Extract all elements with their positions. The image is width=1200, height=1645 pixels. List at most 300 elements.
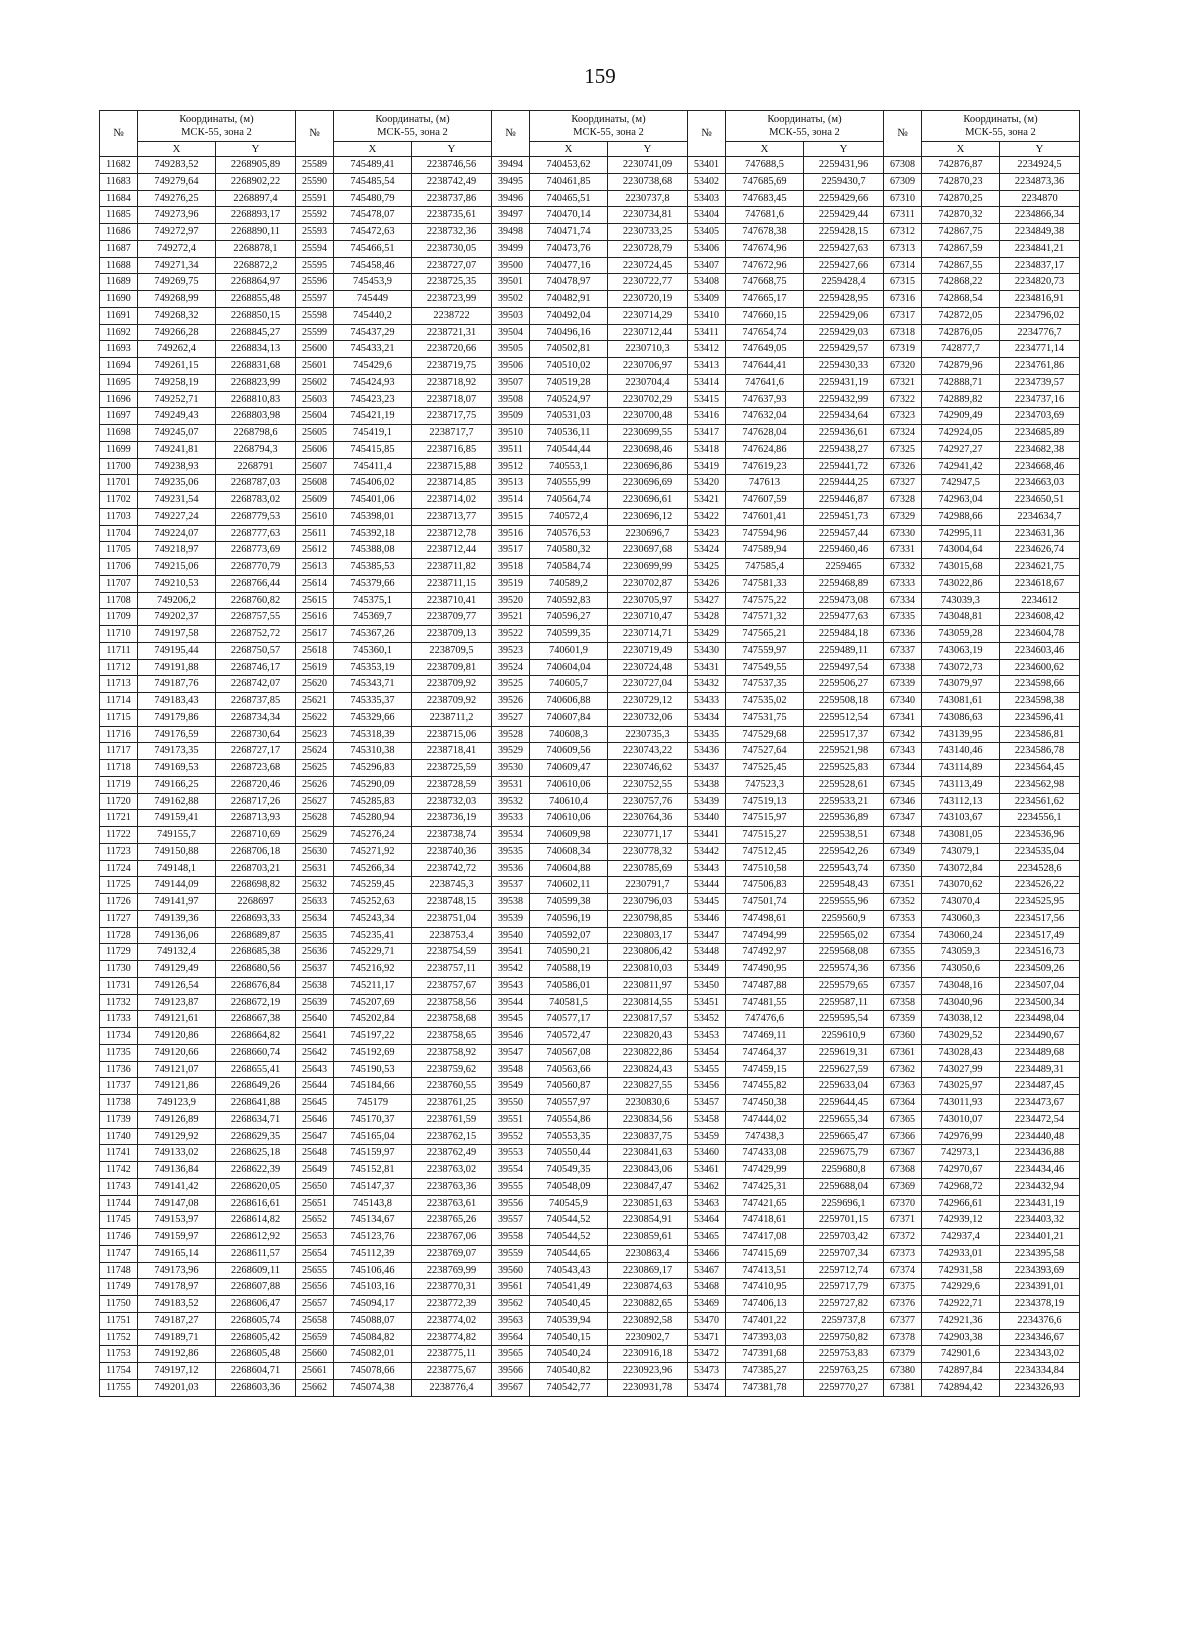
y-value: 2230714,71 xyxy=(608,626,688,643)
y-value: 2268727,17 xyxy=(216,743,296,760)
x-value: 742879,96 xyxy=(922,358,1000,375)
x-value: 745392,18 xyxy=(334,525,412,542)
y-value: 2268609,11 xyxy=(216,1262,296,1279)
point-number: 25607 xyxy=(296,458,334,475)
x-value: 749159,97 xyxy=(138,1229,216,1246)
point-number: 25603 xyxy=(296,391,334,408)
x-value: 745433,21 xyxy=(334,341,412,358)
x-value: 740607,84 xyxy=(530,709,608,726)
point-number: 39531 xyxy=(492,776,530,793)
point-number: 25606 xyxy=(296,441,334,458)
coordinates-header xyxy=(334,111,492,142)
point-number: 11721 xyxy=(100,810,138,827)
x-value: 747601,41 xyxy=(726,508,804,525)
point-number: 67351 xyxy=(884,877,922,894)
y-value: 2238758,56 xyxy=(412,994,492,1011)
x-value: 745449 xyxy=(334,291,412,308)
coordinates-title: Координаты, (м) xyxy=(571,114,646,125)
y-value: 2238713,77 xyxy=(412,508,492,525)
point-number: 39551 xyxy=(492,1111,530,1128)
y-value: 2234500,34 xyxy=(1000,994,1080,1011)
point-number: 11710 xyxy=(100,626,138,643)
x-value: 740554,86 xyxy=(530,1111,608,1128)
y-value: 2230841,63 xyxy=(608,1145,688,1162)
x-value: 740563,66 xyxy=(530,1061,608,1078)
x-value: 749266,28 xyxy=(138,324,216,341)
point-number: 25618 xyxy=(296,642,334,659)
coordinates-title: Координаты, (м) xyxy=(375,114,450,125)
point-number: 67311 xyxy=(884,207,922,224)
x-value: 742897,84 xyxy=(922,1363,1000,1380)
y-value: 2268685,38 xyxy=(216,944,296,961)
point-number: 39515 xyxy=(492,508,530,525)
x-value: 749147,08 xyxy=(138,1195,216,1212)
point-number: 67362 xyxy=(884,1061,922,1078)
point-number: 25661 xyxy=(296,1363,334,1380)
y-value: 2259428,4 xyxy=(804,274,884,291)
x-value: 740555,99 xyxy=(530,475,608,492)
point-number: 67369 xyxy=(884,1178,922,1195)
point-number: 53426 xyxy=(688,575,726,592)
y-value: 2268730,64 xyxy=(216,726,296,743)
y-value: 2230806,42 xyxy=(608,944,688,961)
y-value: 2238709,77 xyxy=(412,609,492,626)
y-value: 2230817,57 xyxy=(608,1011,688,1028)
y-value: 2234873,36 xyxy=(1000,173,1080,190)
point-number: 25646 xyxy=(296,1111,334,1128)
point-number: 39559 xyxy=(492,1245,530,1262)
point-number: 25627 xyxy=(296,793,334,810)
y-value: 2230741,09 xyxy=(608,157,688,174)
table-row xyxy=(100,1078,1080,1095)
point-number: 25600 xyxy=(296,341,334,358)
y-value: 2259655,34 xyxy=(804,1111,884,1128)
y-value: 2259525,83 xyxy=(804,760,884,777)
point-number: 25642 xyxy=(296,1044,334,1061)
x-value: 745159,97 xyxy=(334,1145,412,1162)
table-row xyxy=(100,190,1080,207)
x-value: 742872,05 xyxy=(922,307,1000,324)
x-value: 740482,91 xyxy=(530,291,608,308)
y-value: 2238759,62 xyxy=(412,1061,492,1078)
y-value: 2234525,95 xyxy=(1000,894,1080,911)
point-number: 11702 xyxy=(100,492,138,509)
y-value: 2259506,27 xyxy=(804,676,884,693)
y-value: 2234517,56 xyxy=(1000,910,1080,927)
point-number: 25596 xyxy=(296,274,334,291)
point-number: 25589 xyxy=(296,157,334,174)
point-number: 11745 xyxy=(100,1212,138,1229)
point-number: 53408 xyxy=(688,274,726,291)
table-row xyxy=(100,425,1080,442)
y-value: 2230851,63 xyxy=(608,1195,688,1212)
point-number: 53418 xyxy=(688,441,726,458)
point-number: 25595 xyxy=(296,257,334,274)
y-value: 2259436,61 xyxy=(804,425,884,442)
x-value: 749123,87 xyxy=(138,994,216,1011)
y-value: 2230696,12 xyxy=(608,508,688,525)
point-number: 25653 xyxy=(296,1229,334,1246)
point-number: 53415 xyxy=(688,391,726,408)
point-number: 25619 xyxy=(296,659,334,676)
x-value: 745485,54 xyxy=(334,173,412,190)
x-value: 745184,66 xyxy=(334,1078,412,1095)
point-number: 11712 xyxy=(100,659,138,676)
point-number: 11742 xyxy=(100,1162,138,1179)
point-number: 25617 xyxy=(296,626,334,643)
point-number: 53424 xyxy=(688,542,726,559)
point-number: 67323 xyxy=(884,408,922,425)
y-value: 2238720,66 xyxy=(412,341,492,358)
y-value: 2238709,13 xyxy=(412,626,492,643)
point-number: 67333 xyxy=(884,575,922,592)
table-row xyxy=(100,1279,1080,1296)
y-value: 2230822,86 xyxy=(608,1044,688,1061)
y-value: 2238761,25 xyxy=(412,1095,492,1112)
x-value: 745398,01 xyxy=(334,508,412,525)
point-number: 67374 xyxy=(884,1262,922,1279)
y-value: 2259717,79 xyxy=(804,1279,884,1296)
point-number: 39560 xyxy=(492,1262,530,1279)
x-value: 749235,06 xyxy=(138,475,216,492)
table-row xyxy=(100,542,1080,559)
y-value: 2268703,21 xyxy=(216,860,296,877)
x-value: 747594,96 xyxy=(726,525,804,542)
x-value: 743112,13 xyxy=(922,793,1000,810)
y-value: 2238711,82 xyxy=(412,559,492,576)
point-number: 53410 xyxy=(688,307,726,324)
point-number: 25620 xyxy=(296,676,334,693)
point-number: 25662 xyxy=(296,1379,334,1396)
y-value: 2234737,16 xyxy=(1000,391,1080,408)
x-value: 747571,32 xyxy=(726,609,804,626)
point-number: 25638 xyxy=(296,977,334,994)
y-value: 2234432,94 xyxy=(1000,1178,1080,1195)
y-value: 2268893,17 xyxy=(216,207,296,224)
point-number: 67354 xyxy=(884,927,922,944)
table-row xyxy=(100,525,1080,542)
y-value: 2259727,82 xyxy=(804,1296,884,1313)
y-value: 2230696,86 xyxy=(608,458,688,475)
y-value: 2230771,17 xyxy=(608,827,688,844)
x-value: 745419,1 xyxy=(334,425,412,442)
y-value: 2259565,02 xyxy=(804,927,884,944)
point-number: 53429 xyxy=(688,626,726,643)
y-value: 2230732,06 xyxy=(608,709,688,726)
point-number: 67373 xyxy=(884,1245,922,1262)
point-number: 11716 xyxy=(100,726,138,743)
y-value: 2238721,31 xyxy=(412,324,492,341)
y-value: 2234631,36 xyxy=(1000,525,1080,542)
x-value: 743050,6 xyxy=(922,961,1000,978)
y-value: 2268823,99 xyxy=(216,374,296,391)
table-row xyxy=(100,173,1080,190)
table-row xyxy=(100,1312,1080,1329)
point-number: 11700 xyxy=(100,458,138,475)
x-value: 749279,64 xyxy=(138,173,216,190)
x-value: 740473,76 xyxy=(530,240,608,257)
x-value: 740496,16 xyxy=(530,324,608,341)
point-number: 53440 xyxy=(688,810,726,827)
y-value: 2234771,14 xyxy=(1000,341,1080,358)
x-value: 749202,37 xyxy=(138,609,216,626)
x-value: 747498,61 xyxy=(726,910,804,927)
y-value: 2259431,19 xyxy=(804,374,884,391)
y-value: 2234376,6 xyxy=(1000,1312,1080,1329)
x-value: 745134,67 xyxy=(334,1212,412,1229)
x-value: 740572,4 xyxy=(530,508,608,525)
point-number: 67377 xyxy=(884,1312,922,1329)
y-value: 2234739,57 xyxy=(1000,374,1080,391)
y-value: 2268878,1 xyxy=(216,240,296,257)
coordinate-system: МСК-55, зона 2 xyxy=(965,127,1036,138)
y-value: 2230719,49 xyxy=(608,642,688,659)
point-number: 39516 xyxy=(492,525,530,542)
y-value: 2259675,79 xyxy=(804,1145,884,1162)
point-number: 25649 xyxy=(296,1162,334,1179)
table-row xyxy=(100,726,1080,743)
point-number: 39514 xyxy=(492,492,530,509)
y-value: 2234536,96 xyxy=(1000,827,1080,844)
point-number: 53449 xyxy=(688,961,726,978)
y-value: 2238719,75 xyxy=(412,358,492,375)
y-value: 2234682,38 xyxy=(1000,441,1080,458)
point-number: 53431 xyxy=(688,659,726,676)
point-number: 53464 xyxy=(688,1212,726,1229)
x-value: 743025,97 xyxy=(922,1078,1000,1095)
point-number: 67353 xyxy=(884,910,922,927)
number-header: № xyxy=(688,111,726,157)
point-number: 25640 xyxy=(296,1011,334,1028)
point-number: 53455 xyxy=(688,1061,726,1078)
y-value: 2259477,63 xyxy=(804,609,884,626)
coordinates-table xyxy=(99,110,1080,1397)
point-number: 25616 xyxy=(296,609,334,626)
point-number: 11735 xyxy=(100,1044,138,1061)
y-value: 2238715,06 xyxy=(412,726,492,743)
point-number: 53409 xyxy=(688,291,726,308)
y-value: 2234596,41 xyxy=(1000,709,1080,726)
x-value: 747421,65 xyxy=(726,1195,804,1212)
point-number: 67356 xyxy=(884,961,922,978)
point-number: 11725 xyxy=(100,877,138,894)
point-number: 67338 xyxy=(884,659,922,676)
point-number: 39543 xyxy=(492,977,530,994)
x-value: 749132,4 xyxy=(138,944,216,961)
y-value: 2230791,7 xyxy=(608,877,688,894)
point-number: 53403 xyxy=(688,190,726,207)
y-value: 2268680,56 xyxy=(216,961,296,978)
table-row xyxy=(100,157,1080,174)
y-value: 2238712,44 xyxy=(412,542,492,559)
x-value: 740599,35 xyxy=(530,626,608,643)
point-number: 39521 xyxy=(492,609,530,626)
point-number: 39532 xyxy=(492,793,530,810)
y-value: 2230810,03 xyxy=(608,961,688,978)
y-value: 2234598,38 xyxy=(1000,693,1080,710)
y-value: 2238717,75 xyxy=(412,408,492,425)
y-value: 2234526,22 xyxy=(1000,877,1080,894)
x-value: 740557,97 xyxy=(530,1095,608,1112)
point-number: 39494 xyxy=(492,157,530,174)
x-value: 740610,06 xyxy=(530,776,608,793)
x-value: 740536,11 xyxy=(530,425,608,442)
y-value: 2230733,25 xyxy=(608,224,688,241)
y-value: 2230724,48 xyxy=(608,659,688,676)
x-value: 749187,27 xyxy=(138,1312,216,1329)
x-value: 747681,6 xyxy=(726,207,804,224)
y-value: 2268676,84 xyxy=(216,977,296,994)
x-value: 749197,58 xyxy=(138,626,216,643)
y-value: 2230738,68 xyxy=(608,173,688,190)
point-number: 67343 xyxy=(884,743,922,760)
point-number: 67379 xyxy=(884,1346,922,1363)
x-value: 749155,7 xyxy=(138,827,216,844)
point-number: 53448 xyxy=(688,944,726,961)
x-value: 745094,17 xyxy=(334,1296,412,1313)
x-value: 749269,75 xyxy=(138,274,216,291)
x-value: 740610,06 xyxy=(530,810,608,827)
y-value: 2268614,82 xyxy=(216,1212,296,1229)
x-value: 740567,08 xyxy=(530,1044,608,1061)
y-value: 2259497,54 xyxy=(804,659,884,676)
x-value: 747644,41 xyxy=(726,358,804,375)
y-value: 2238738,74 xyxy=(412,827,492,844)
x-value: 747549,55 xyxy=(726,659,804,676)
table-row xyxy=(100,1145,1080,1162)
y-value: 2268905,89 xyxy=(216,157,296,174)
x-value: 749129,49 xyxy=(138,961,216,978)
y-value: 2238774,02 xyxy=(412,1312,492,1329)
x-value: 740544,44 xyxy=(530,441,608,458)
x-value: 742970,67 xyxy=(922,1162,1000,1179)
point-number: 11744 xyxy=(100,1195,138,1212)
x-value: 740502,81 xyxy=(530,341,608,358)
x-value: 747469,11 xyxy=(726,1028,804,1045)
x-value: 742903,38 xyxy=(922,1329,1000,1346)
x-value: 740596,19 xyxy=(530,910,608,927)
y-value: 2234685,89 xyxy=(1000,425,1080,442)
y-value: 2268872,2 xyxy=(216,257,296,274)
point-number: 67324 xyxy=(884,425,922,442)
y-value: 2234487,45 xyxy=(1000,1078,1080,1095)
x-value: 745106,46 xyxy=(334,1262,412,1279)
y-value: 2234343,02 xyxy=(1000,1346,1080,1363)
point-number: 67316 xyxy=(884,291,922,308)
table-row xyxy=(100,693,1080,710)
point-number: 53466 xyxy=(688,1245,726,1262)
x-value: 747624,86 xyxy=(726,441,804,458)
y-value: 2268607,88 xyxy=(216,1279,296,1296)
y-value: 2259703,42 xyxy=(804,1229,884,1246)
x-value: 742922,71 xyxy=(922,1296,1000,1313)
y-value: 2230820,43 xyxy=(608,1028,688,1045)
point-number: 67375 xyxy=(884,1279,922,1296)
y-value: 2230874,63 xyxy=(608,1279,688,1296)
point-number: 67376 xyxy=(884,1296,922,1313)
table-row xyxy=(100,1329,1080,1346)
y-value: 2268773,69 xyxy=(216,542,296,559)
y-value: 2230752,55 xyxy=(608,776,688,793)
x-value: 740510,02 xyxy=(530,358,608,375)
x-value: 747501,74 xyxy=(726,894,804,911)
point-number: 67328 xyxy=(884,492,922,509)
point-number: 67364 xyxy=(884,1095,922,1112)
point-number: 53417 xyxy=(688,425,726,442)
table-row xyxy=(100,1061,1080,1078)
x-value: 749261,15 xyxy=(138,358,216,375)
point-number: 53467 xyxy=(688,1262,726,1279)
table-row xyxy=(100,1296,1080,1313)
x-value: 745429,6 xyxy=(334,358,412,375)
x-value: 749241,81 xyxy=(138,441,216,458)
point-number: 11709 xyxy=(100,609,138,626)
x-value: 742868,22 xyxy=(922,274,1000,291)
y-value: 2238742,49 xyxy=(412,173,492,190)
x-value: 742973,1 xyxy=(922,1145,1000,1162)
point-number: 53425 xyxy=(688,559,726,576)
x-value: 740572,47 xyxy=(530,1028,608,1045)
y-value: 2259619,31 xyxy=(804,1044,884,1061)
x-value: 747464,37 xyxy=(726,1044,804,1061)
coordinate-system: МСК-55, зона 2 xyxy=(769,127,840,138)
point-number: 39500 xyxy=(492,257,530,274)
y-value: 2259579,65 xyxy=(804,977,884,994)
point-number: 67327 xyxy=(884,475,922,492)
x-value: 745310,38 xyxy=(334,743,412,760)
point-number: 11696 xyxy=(100,391,138,408)
y-value: 2230803,17 xyxy=(608,927,688,944)
y-value: 2268612,92 xyxy=(216,1229,296,1246)
point-number: 11684 xyxy=(100,190,138,207)
y-value: 2268625,18 xyxy=(216,1145,296,1162)
y-value: 2259633,04 xyxy=(804,1078,884,1095)
x-value: 745235,41 xyxy=(334,927,412,944)
x-value: 749272,97 xyxy=(138,224,216,241)
y-value: 2234849,38 xyxy=(1000,224,1080,241)
point-number: 39508 xyxy=(492,391,530,408)
point-number: 67370 xyxy=(884,1195,922,1212)
y-value: 2259707,34 xyxy=(804,1245,884,1262)
x-value: 749173,35 xyxy=(138,743,216,760)
y-value: 2259665,47 xyxy=(804,1128,884,1145)
y-value: 2238732,36 xyxy=(412,224,492,241)
point-number: 25612 xyxy=(296,542,334,559)
point-number: 53471 xyxy=(688,1329,726,1346)
x-value: 747523,3 xyxy=(726,776,804,793)
x-value: 743027,99 xyxy=(922,1061,1000,1078)
point-number: 25643 xyxy=(296,1061,334,1078)
x-value: 747450,38 xyxy=(726,1095,804,1112)
y-value: 2238737,86 xyxy=(412,190,492,207)
y-value: 2234556,1 xyxy=(1000,810,1080,827)
table-row xyxy=(100,324,1080,341)
x-value: 747429,99 xyxy=(726,1162,804,1179)
x-value: 745458,46 xyxy=(334,257,412,274)
y-value: 2230724,45 xyxy=(608,257,688,274)
point-number: 39528 xyxy=(492,726,530,743)
x-value: 740461,85 xyxy=(530,173,608,190)
point-number: 53420 xyxy=(688,475,726,492)
point-number: 39552 xyxy=(492,1128,530,1145)
point-number: 11692 xyxy=(100,324,138,341)
table-row xyxy=(100,810,1080,827)
point-number: 39563 xyxy=(492,1312,530,1329)
point-number: 39565 xyxy=(492,1346,530,1363)
table-row xyxy=(100,709,1080,726)
table-row xyxy=(100,743,1080,760)
y-value: 2238757,67 xyxy=(412,977,492,994)
